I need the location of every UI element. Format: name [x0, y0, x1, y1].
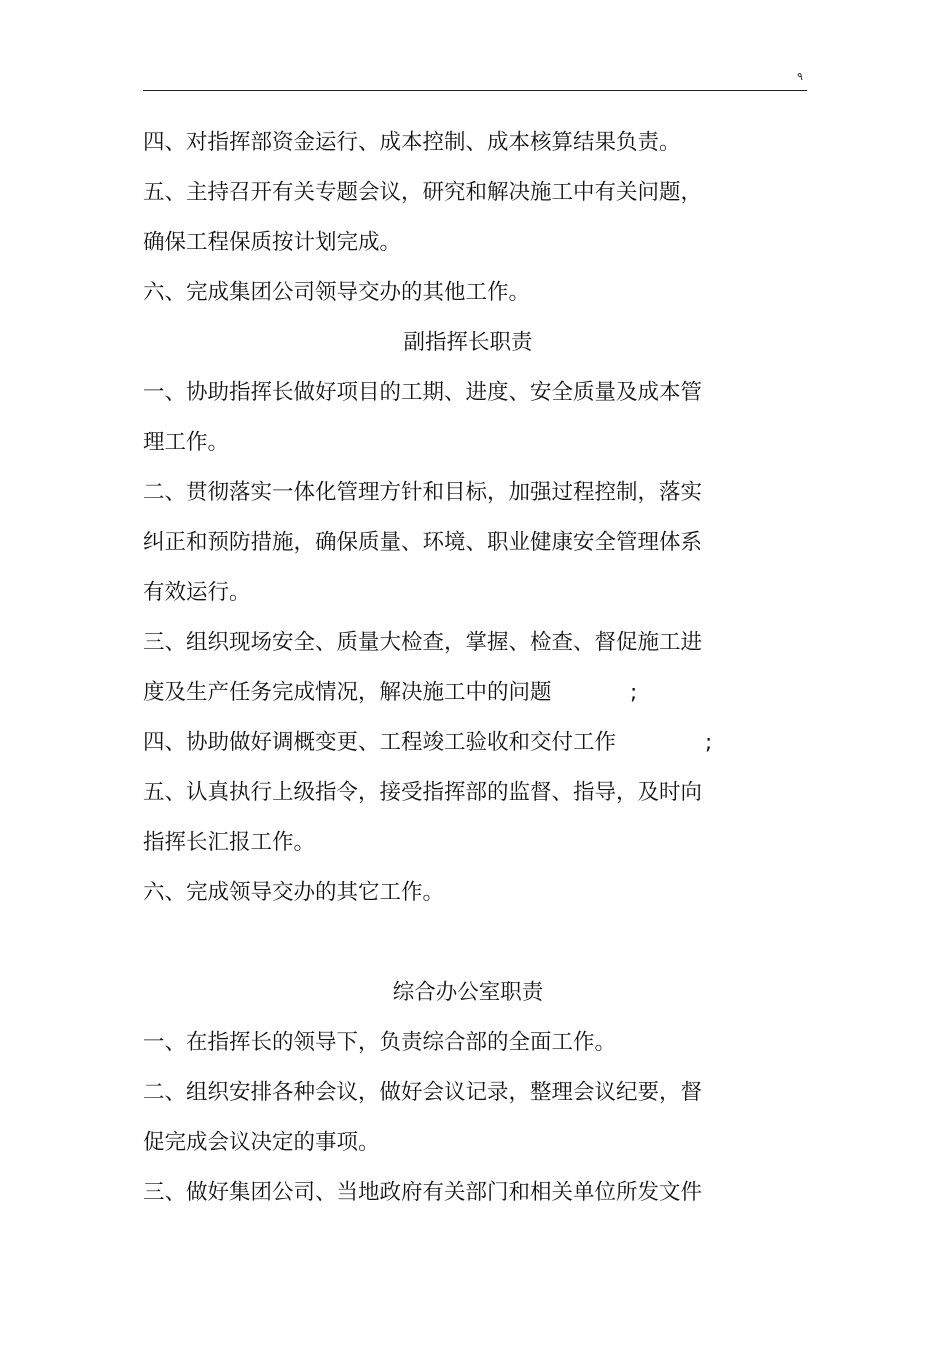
paragraph-line: 确保工程保质按计划完成。 — [143, 230, 402, 255]
paragraph-line: 有效运行。 — [143, 580, 251, 605]
section-title-deputy-commander: 副指挥长职责 — [403, 330, 533, 355]
paragraph-line: 二、贯彻落实一体化管理方针和目标，加强过程控制，落实 — [143, 480, 703, 505]
paragraph-line: 三、组织现场安全、质量大检查，掌握、检查、督促施工进 — [143, 630, 703, 655]
paragraph-text: 度及生产任务完成情况，解决施工中的问题 — [143, 680, 552, 705]
paragraph-line: 一、协助指挥长做好项目的工期、进度、安全质量及成本管 — [143, 380, 703, 405]
section-spacer — [143, 918, 743, 968]
page-header-mark: ٩ — [797, 70, 803, 83]
paragraph-line: 四、对指挥部资金运行、成本控制、成本核算结果负责。 — [143, 130, 681, 155]
semicolon-mark: ; — [705, 730, 713, 755]
semicolon-mark: ; — [630, 680, 638, 705]
paragraph-line: 一、在指挥长的领导下，负责综合部的全面工作。 — [143, 1030, 617, 1055]
paragraph-line-with-semicolon — [143, 718, 743, 768]
paragraph-line: 三、做好集团公司、当地政府有关部门和相关单位所发文件 — [143, 1180, 703, 1205]
paragraph-text: 四、协助做好调概变更、工程竣工验收和交付工作 — [143, 730, 617, 755]
section-title-general-office: 综合办公室职责 — [392, 980, 544, 1005]
paragraph-line: 六、完成领导交办的其它工作。 — [143, 880, 445, 905]
paragraph-line: 指挥长汇报工作。 — [143, 830, 316, 855]
header-rule — [143, 90, 807, 91]
paragraph-line: 理工作。 — [143, 430, 230, 455]
paragraph-line-with-semicolon — [143, 668, 743, 718]
document-body — [143, 118, 743, 1218]
paragraph-line: 五、认真执行上级指令，接受指挥部的监督、指导，及时向 — [143, 780, 703, 805]
paragraph-line: 二、组织安排各种会议，做好会议记录，整理会议纪要，督 — [143, 1080, 703, 1105]
paragraph-line: 纠正和预防措施，确保质量、环境、职业健康安全管理体系 — [143, 530, 703, 555]
paragraph-line: 五、主持召开有关专题会议，研究和解决施工中有关问题， — [143, 180, 703, 205]
paragraph-line: 六、完成集团公司领导交办的其他工作。 — [143, 280, 531, 305]
paragraph-line: 促完成会议决定的事项。 — [143, 1130, 380, 1155]
